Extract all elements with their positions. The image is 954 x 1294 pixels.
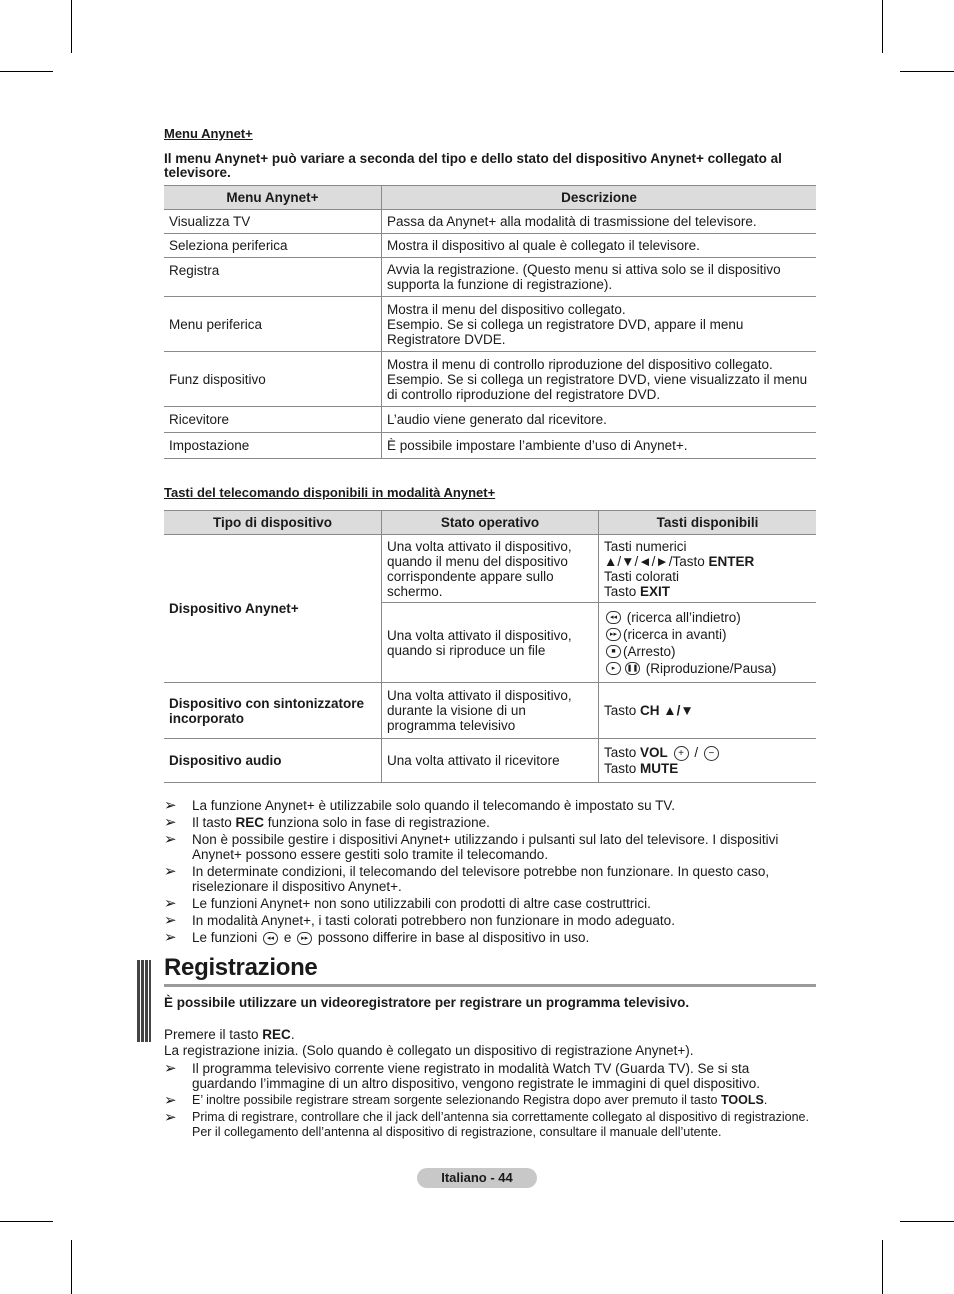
- menu-cell: Menu periferica: [164, 297, 382, 352]
- note-text: E’ inoltre possibile registrare stream sorgente selezionando Registra dopo aver premuto il tasto: [192, 1093, 721, 1107]
- arrow-icon: ➢: [164, 912, 177, 929]
- desc-cell: Mostra il dispositivo al quale è collegato il televisore.: [382, 234, 817, 258]
- table-row: [164, 407, 816, 433]
- table-header-row: [164, 186, 816, 210]
- col-header-description: Descrizione: [382, 186, 817, 210]
- table-row: [164, 352, 816, 407]
- note-text: In determinate condizioni, il telecomando del televisore potrebbe non funzionare. In questo caso, riselezionare il dispositivo Anynet+.: [192, 864, 770, 894]
- key-separator: /: [694, 745, 699, 761]
- note-text: In modalità Anynet+, i tasti colorati potrebbero non funzionare in modo adeguato.: [192, 913, 675, 928]
- device-cell: Dispositivo audio: [164, 739, 382, 783]
- page-content: [164, 126, 816, 1142]
- table-row: [164, 683, 816, 739]
- registrazione-notes: [164, 1061, 816, 1140]
- note-text: La funzione Anynet+ è utilizzabile solo quando il telecomando è impostato su TV.: [192, 798, 675, 813]
- note-text: possono differire in base al dispositivo in uso.: [314, 930, 590, 945]
- crop-mark: [882, 1240, 883, 1294]
- keys-line: [604, 643, 811, 660]
- table-row: [164, 433, 816, 459]
- arrow-icon: ➢: [164, 1109, 177, 1126]
- rewind-icon: ◂◂: [263, 932, 278, 945]
- body-line: [164, 1027, 816, 1043]
- keys-line: [604, 745, 811, 761]
- keys-line: Tasti colorati: [604, 568, 680, 584]
- keys-cell: [599, 683, 817, 739]
- arrow-icon: ➢: [164, 929, 177, 946]
- note-text: Prima di registrare, controllare che il jack dell’antenna sia correttamente collegato al dispositivo di registrazione. Per il collegamento dell’antenna al dispositivo di registrazione, consultare il manuale dell’utente.: [192, 1110, 809, 1139]
- body-line: La registrazione inizia. (Solo quando è collegato un dispositivo di registrazione Anynet+).: [164, 1043, 694, 1058]
- section-marker-bar: [137, 960, 151, 1042]
- note-text: Il programma televisivo corrente viene registrato in modalità Watch TV (Guarda TV). Se si sta guardando l’immagine di un altro dispositivo, vengono registrate le immagini di quel dispositivo.: [192, 1061, 761, 1091]
- fast-forward-icon: ▸▸: [297, 932, 312, 945]
- arrow-icon: ➢: [164, 797, 177, 814]
- keys-line: [604, 584, 811, 599]
- note-text: funziona solo in fase di registrazione.: [264, 815, 490, 830]
- crop-mark: [882, 0, 883, 53]
- key-prefix: Tasto: [604, 583, 641, 599]
- minus-icon: −: [704, 746, 719, 761]
- note-text: .: [763, 1093, 768, 1107]
- note-text: Le funzioni: [192, 930, 262, 945]
- key-prefix: Tasto: [604, 745, 641, 761]
- desc-cell: Avvia la registrazione. (Questo menu si attiva solo se il dispositivo supporta la funzione di registrazione).: [382, 258, 817, 297]
- key-prefix: Tasto: [604, 703, 641, 718]
- stop-icon: ■: [606, 645, 621, 658]
- arrow-icon: ➢: [164, 863, 177, 880]
- table-row: [164, 535, 816, 603]
- menu-cell: Ricevitore: [164, 407, 382, 433]
- table-row: [164, 739, 816, 783]
- col-header-menu: Menu Anynet+: [164, 186, 382, 210]
- anynet-menu-heading: Menu Anynet+: [164, 126, 253, 141]
- anynet-notes: [164, 798, 816, 945]
- stop-label: (Arresto): [623, 643, 676, 659]
- state-cell: Una volta attivato il dispositivo, durante la visione di un programma televisivo: [382, 683, 599, 739]
- list-item: [164, 1093, 816, 1108]
- fast-forward-label: (ricerca in avanti): [623, 626, 727, 642]
- crop-mark: [900, 71, 954, 72]
- crop-mark: [0, 71, 53, 72]
- state-cell: Una volta attivato il ricevitore: [382, 739, 599, 783]
- desc-cell: L’audio viene generato dal ricevitore.: [382, 407, 817, 433]
- menu-cell: Seleziona periferica: [164, 234, 382, 258]
- menu-cell: Funz dispositivo: [164, 352, 382, 407]
- menu-cell: Visualizza TV: [164, 210, 382, 234]
- desc-line: Esempio. Se si collega un registratore DVD, appare il menu Registratore DVDE.: [387, 316, 744, 347]
- desc-cell: È possibile impostare l’ambiente d’uso di Anynet+.: [382, 433, 817, 459]
- note-text: e: [280, 930, 296, 945]
- keys-line: [604, 761, 811, 776]
- keys-line: Tasti numerici: [604, 538, 687, 554]
- device-cell: Dispositivo con sintonizzatore incorporato: [164, 683, 382, 739]
- table-row: [164, 234, 816, 258]
- list-item: [164, 864, 816, 894]
- col-header-available-keys: Tasti disponibili: [599, 511, 817, 535]
- play-pause-label: (Riproduzione/Pausa): [645, 660, 777, 676]
- crop-mark: [900, 1221, 954, 1222]
- list-item: [164, 896, 816, 911]
- fast-forward-icon: ▸▸: [606, 628, 621, 641]
- arrow-icon: ➢: [164, 831, 177, 848]
- tools-key-label: TOOLS: [720, 1093, 764, 1107]
- arrow-icon: ➢: [164, 814, 177, 831]
- vol-key-label: VOL: [640, 745, 668, 761]
- list-item: [164, 815, 816, 830]
- rec-key-label: REC: [262, 1027, 291, 1042]
- desc-cell: Passa da Anynet+ alla modalità di trasmissione del televisore.: [382, 210, 817, 234]
- crop-mark: [0, 1221, 53, 1222]
- list-item: [164, 832, 816, 862]
- body-text: Premere il tasto: [164, 1027, 263, 1042]
- registrazione-body: [164, 1027, 816, 1059]
- table-row: [164, 258, 816, 297]
- keys-line: [604, 660, 811, 677]
- state-cell: Una volta attivato il dispositivo, quando il menu del dispositivo corrispondente appare sullo schermo.: [382, 535, 599, 603]
- table-row: [164, 210, 816, 234]
- key-prefix: Tasto: [604, 760, 641, 776]
- table-row: [164, 297, 816, 352]
- note-text: Non è possibile gestire i dispositivi Anynet+ utilizzando i pulsanti sul lato del televisore. I dispositivi Anynet+ possono essere gestiti solo tramite il telecomando.: [192, 832, 779, 862]
- arrow-icon: ➢: [164, 1060, 177, 1077]
- list-item: [164, 798, 816, 813]
- state-cell: Una volta attivato il dispositivo, quando si riproduce un file: [382, 603, 599, 683]
- desc-cell: [382, 297, 817, 352]
- arrow-icon: ➢: [164, 895, 177, 912]
- menu-cell: Impostazione: [164, 433, 382, 459]
- keys-cell: [599, 535, 817, 603]
- exit-key-label: EXIT: [640, 583, 671, 599]
- keys-cell: [599, 603, 817, 683]
- list-item: [164, 930, 816, 945]
- body-text: .: [290, 1027, 295, 1042]
- remote-keys-table: [164, 510, 816, 783]
- registrazione-title: Registrazione: [164, 954, 816, 987]
- arrow-icon: ➢: [164, 1092, 177, 1109]
- anynet-menu-intro: Il menu Anynet+ può variare a seconda del tipo e dello stato del dispositivo Anynet+ collegato al televisore.: [164, 151, 782, 180]
- desc-line: Esempio. Se si collega un registratore DVD, viene visualizzato il menu di controllo riproduzione del registratore DVD.: [387, 371, 808, 402]
- desc-cell: [382, 352, 817, 407]
- desc-line: Mostra il menu del dispositivo collegato.: [387, 301, 626, 317]
- crop-mark: [71, 1240, 72, 1294]
- rec-key-label: REC: [235, 815, 265, 830]
- note-text: Il tasto: [192, 815, 236, 830]
- remote-keys-heading: Tasti del telecomando disponibili in modalità Anynet+: [164, 485, 496, 500]
- plus-icon: +: [674, 746, 689, 761]
- enter-key-label: ENTER: [708, 553, 755, 569]
- registrazione-intro: È possibile utilizzare un videoregistratore per registrare un programma televisivo.: [164, 995, 690, 1010]
- menu-cell: Registra: [164, 258, 382, 297]
- col-header-operating-state: Stato operativo: [382, 511, 599, 535]
- list-item: [164, 1110, 816, 1140]
- ch-key-label: CH ▲/▼: [640, 703, 694, 718]
- keys-line: [604, 609, 811, 626]
- table-header-row: [164, 511, 816, 535]
- device-cell: Dispositivo Anynet+: [164, 535, 382, 683]
- keys-line: [604, 554, 811, 569]
- mute-key-label: MUTE: [640, 760, 679, 776]
- col-header-device-type: Tipo di dispositivo: [164, 511, 382, 535]
- note-text: Le funzioni Anynet+ non sono utilizzabili con prodotti di altre case costruttrici.: [192, 896, 651, 911]
- page-number-badge: Italiano - 44: [417, 1168, 537, 1188]
- arrow-keys-label: ▲/▼/◄/►/Tasto: [604, 553, 709, 569]
- list-item: [164, 1061, 816, 1091]
- crop-mark: [71, 0, 72, 53]
- rewind-icon: ◂◂: [606, 611, 621, 624]
- rewind-label: (ricerca all’indietro): [626, 609, 741, 625]
- anynet-menu-table: [164, 185, 816, 459]
- play-icon: ▸: [606, 662, 621, 675]
- desc-line: Mostra il menu di controllo riproduzione del dispositivo collegato.: [387, 356, 773, 372]
- pause-icon: ❚❚: [625, 662, 640, 675]
- list-item: [164, 913, 816, 928]
- keys-cell: [599, 739, 817, 783]
- keys-line: [604, 626, 811, 643]
